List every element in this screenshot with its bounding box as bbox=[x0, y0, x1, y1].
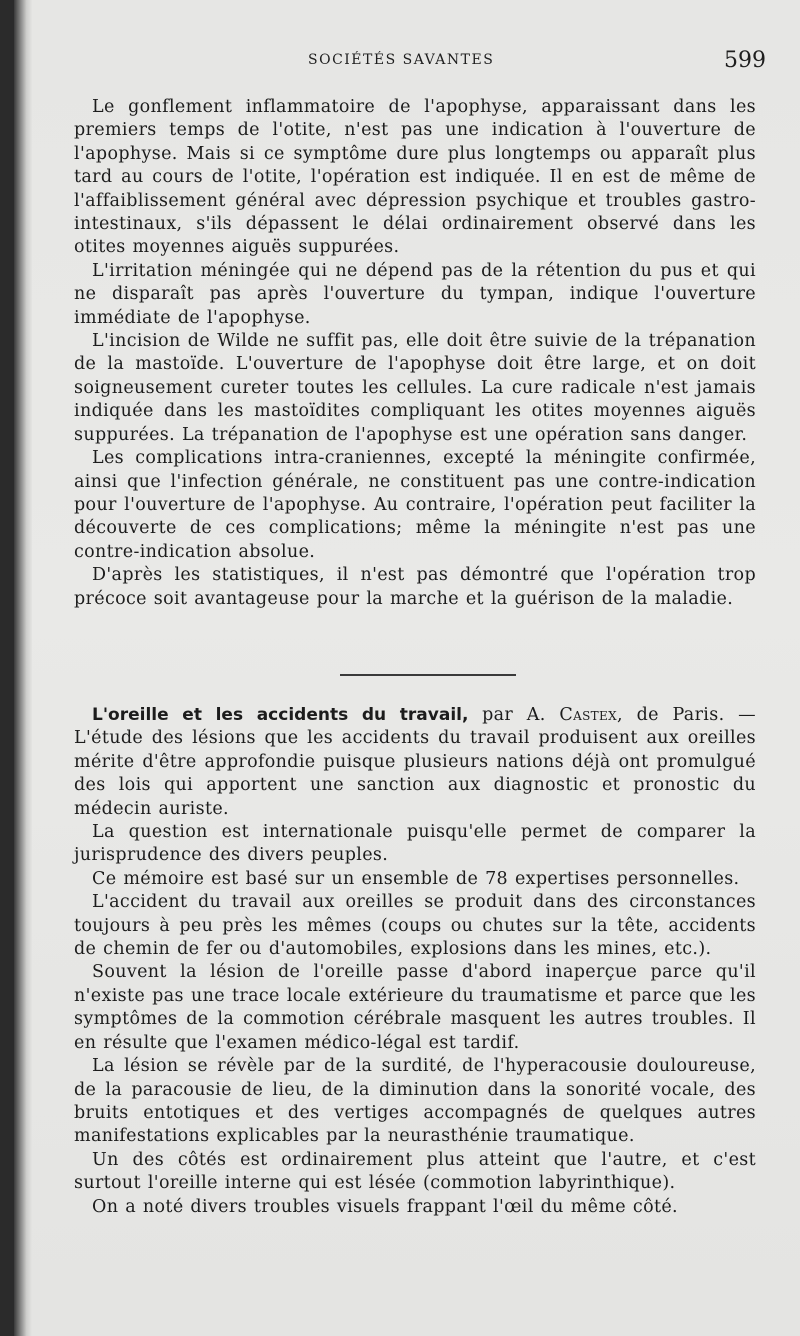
book-page bbox=[14, 0, 800, 1336]
paragraph: Ce mémoire est basé sur un ensemble de 78 expertises personnelles. bbox=[92, 868, 740, 889]
article-heading-paragraph bbox=[74, 704, 756, 821]
article-intro: — L'étude des lésions que les accidents du travail produisent aux oreilles mérite d'être approfondie puisque plusieurs nations déjà ont promulgué des lois qui apportent une sanction aux diagnostic et pronostic du médecin auriste. bbox=[74, 705, 756, 819]
paragraph: Les complications intra-craniennes, excepté la méningite confirmée, ainsi que l'infection générale, ne constituent pas une contre-indication pour l'ouverture de l'apophyse. Au contraire, l'opération peut faciliter la découverte de ces complications; même la méningite n'est pas une contre-indication absolue. bbox=[74, 448, 756, 562]
article-title: L'oreille et les accidents du travail, bbox=[92, 705, 469, 725]
paragraph: Le gonflement inflammatoire de l'apophyse, apparaissant dans les premiers temps de l'otite, n'est pas une indication à l'ouverture de l'apophyse. Mais si ce symptôme dure plus longtemps ou apparaît plus tard au cours de l'otite, l'opération est indiquée. Il en est de même de l'affaiblissement général avec dépression psychique et troubles gastro-intestinaux, s'ils dépassent le délai ordinairement observé dans les otites moyennes aiguës suppurées. bbox=[74, 97, 756, 258]
paragraph: D'après les statistiques, il n'est pas démontré que l'opération trop précoce soit avantageuse pour la marche et la guérison de la maladie. bbox=[74, 565, 756, 609]
section-divider bbox=[340, 674, 516, 676]
paragraph: L'irritation méningée qui ne dépend pas de la rétention du pus et qui ne disparaît pas après l'ouverture du tympan, indique l'ouverture immédiate de l'apophyse. bbox=[74, 260, 756, 328]
running-head: SOCIÉTÉS SAVANTES bbox=[308, 52, 495, 68]
paragraph: La question est internationale puisqu'elle permet de comparer la jurisprudence des divers peuples. bbox=[74, 822, 756, 866]
paragraph: L'incision de Wilde ne suffit pas, elle doit être suivie de la trépanation de la mastoïde. L'ouverture de l'apophyse doit être large, et on doit soigneusement cureter toutes les cellules. La cure radicale n'est jamais indiquée dans les mastoïdites compliquant les otites moyennes aiguës suppurées. La trépanation de l'apophyse est une opération sans danger. bbox=[74, 331, 756, 445]
paragraph: Un des côtés est ordinairement plus atteint que l'autre, et c'est surtout l'oreille interne qui est lésée (commotion labyrinthique). bbox=[74, 1149, 756, 1194]
article-castex bbox=[74, 704, 756, 1219]
article-author: Castex bbox=[559, 705, 618, 725]
paragraph: La lésion se révèle par de la surdité, de l'hyperacousie douloureuse, de la paracousie de lieu, de la diminution dans la sonorité vocale, des bruits entotiques et des vertiges accompagnés de quelques autres manifestations explicables par la neurasthénie traumatique. bbox=[74, 1056, 756, 1147]
paragraph: Souvent la lésion de l'oreille passe d'abord inaperçue parce qu'il n'existe pas une trace locale extérieure du traumatisme et parce que les symptômes de la commotion cérébrale masquent les autres troubles. Il en résulte que l'examen médico-légal est tardif. bbox=[74, 962, 756, 1053]
byline-prefix: par A. bbox=[468, 705, 560, 725]
byline-place: , de Paris. bbox=[617, 705, 725, 725]
page-number: 599 bbox=[724, 48, 766, 73]
paragraph: L'accident du travail aux oreilles se produit dans des circonstances toujours à peu près les mêmes (coups ou chutes sur la tête, accidents de chemin de fer ou d'automobiles, explosions dans les mines, etc.). bbox=[74, 892, 756, 960]
previous-article-conclusion bbox=[74, 96, 756, 611]
paragraph: On a noté divers troubles visuels frappant l'œil du même côté. bbox=[92, 1196, 678, 1217]
page-binding-edge bbox=[14, 0, 32, 1336]
page-header bbox=[14, 48, 800, 76]
